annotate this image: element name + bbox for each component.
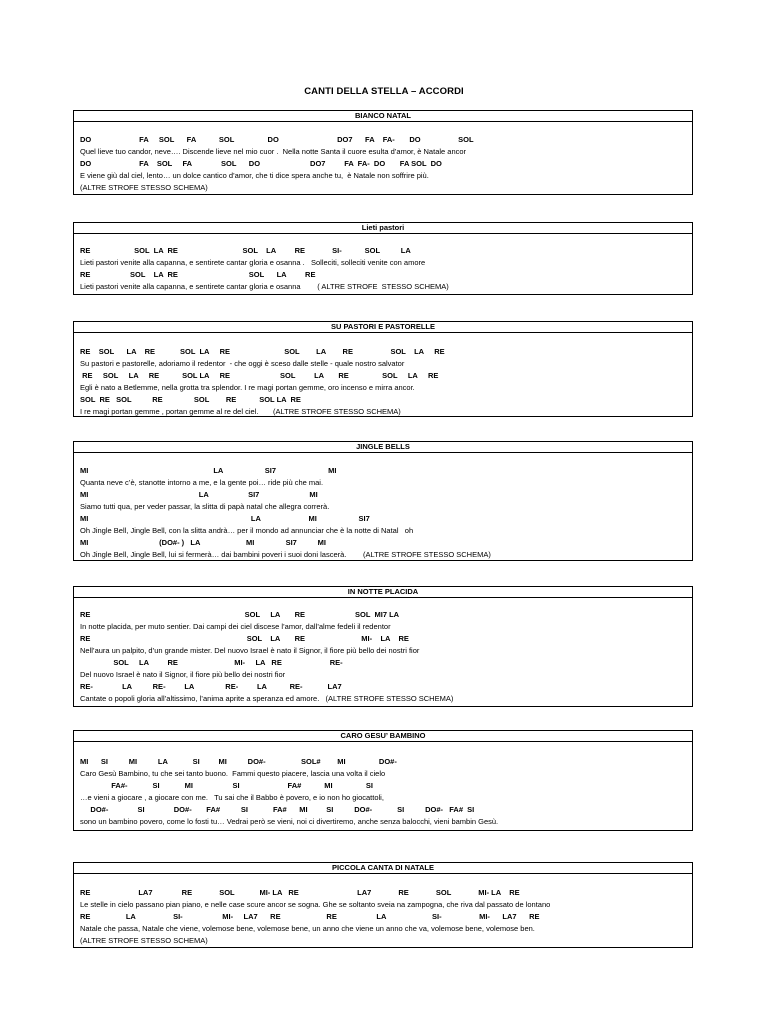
chord-line: MI LA SI7 MI — [80, 490, 318, 499]
song-title: SU PASTORI E PASTORELLE — [74, 322, 692, 333]
chord-line: RE SOL LA RE MI- LA RE — [80, 634, 409, 643]
chord-line: RE SOL LA RE SOL MI7 LA — [80, 610, 400, 619]
song-box-caro-gesu-bambino — [73, 730, 693, 831]
lyric-line: In notte placida, per muto sentier. Dai campi dei ciel discese l’amor, dall’alme fedeli il redentor — [80, 622, 391, 631]
chord-line: DO#- SI DO#- FA# SI FA# MI SI DO#- SI DO#- FA# SI — [80, 805, 475, 814]
lyric-line: Siamo tutti qua, per veder passar, la slitta di papà natal che allegra correrà. — [80, 502, 330, 511]
chord-line: RE SOL LA RE SOL LA RE — [80, 270, 316, 279]
song-title: PICCOLA CANTA DI NATALE — [74, 863, 692, 874]
song-title: CARO GESU’ BAMBINO — [74, 731, 692, 742]
chord-line: MI LA MI SI7 — [80, 514, 370, 523]
chord-line: RE SOL LA RE SOL LA RE SOL LA RE SOL LA RE — [80, 371, 439, 380]
chord-line: RE SOL LA RE SOL LA RE SI- SOL LA — [80, 246, 411, 255]
song-title: IN NOTTE PLACIDA — [74, 587, 692, 598]
lyric-line: Su pastori e pastorelle, adoriamo il redentor - che oggi è sceso dalle stelle - quale nostro salvator — [80, 359, 405, 368]
song-box-jingle-bells — [73, 441, 693, 561]
song-box-bianco-natal — [73, 110, 693, 195]
lyric-line: Oh Jingle Bell, Jingle Bell, con la slitta andrà… per il mondo ad annunciar che è la notte di Natal oh — [80, 526, 414, 535]
chord-line: RE- LA RE- LA RE- LA RE- LA7 — [80, 682, 342, 691]
song-box-lieti-pastori — [73, 222, 693, 295]
song-box-in-notte-placida — [73, 586, 693, 707]
song-title: JINGLE BELLS — [74, 442, 692, 453]
chord-line: RE LA7 RE SOL MI- LA RE LA7 RE SOL MI- LA RE — [80, 888, 520, 897]
chord-line: MI (DO#- ) LA MI SI7 MI — [80, 538, 327, 547]
lyric-line: Oh Jingle Bell, Jingle Bell, lui si fermerà… dai bambini poveri i suoi doni lascerà. (ALTRE STROFE STESSO SCHEMA) — [80, 550, 491, 559]
lyric-line: Caro Gesù Bambino, tu che sei tanto buono. Fammi questo piacere, lascia una volta il cielo — [80, 769, 386, 778]
lyric-line: Natale che passa, Natale che viene, volemose bene, volemose bene, un anno che viene un anno che va, volemose bene, volemose ben. — [80, 924, 535, 933]
lyric-line: Quanta neve c’è, stanotte intorno a me, e la gente poi… ride più che mai. — [80, 478, 324, 487]
lyric-line: Cantate o popoli gloria all’altissimo, l’anima aprite a speranza ed amore. (ALTRE STROFE STESSO SCHEMA) — [80, 694, 454, 703]
chord-line: DO FA SOL FA SOL DO DO7 FA FA- DO SOL — [80, 135, 474, 144]
document-title: CANTI DELLA STELLA – ACCORDI — [304, 86, 464, 97]
chord-line: DO FA SOL FA SOL DO DO7 FA FA- DO FA SOL DO — [80, 159, 442, 168]
song-box-su-pastori — [73, 321, 693, 417]
lyric-line: Le stelle in cielo passano pian piano, e nelle case scure ancor se sogna. Ghe se soltanto sveia na zampogna, che riva dal passato de lontano — [80, 900, 551, 909]
lyric-line: I re magi portan gemme , portan gemme al re del ciel. (ALTRE STROFE STESSO SCHEMA) — [80, 407, 401, 416]
chord-line: RE SOL LA RE SOL LA RE SOL LA RE SOL LA RE — [80, 347, 445, 356]
lyric-line: E viene giù dal ciel, lento… un dolce cantico d’amor, che ti dice spera anche tu, è Natale non soffrire più. — [80, 171, 429, 180]
chord-line: MI SI MI LA SI MI DO#- SOL# MI DO#- — [80, 757, 397, 766]
chord-line: RE LA SI- MI- LA7 RE RE LA SI- MI- LA7 RE — [80, 912, 540, 921]
song-title: Lieti pastori — [74, 223, 692, 234]
lyric-line: Nell’aura un palpito, d’un grande mister. Del nuovo Israel è nato il Signor, il fiore più bello dei nostri fior — [80, 646, 420, 655]
lyric-line: Quel lieve tuo candor, neve…. Discende lieve nel mio cuor . Nella notte Santa il cuore esulta d’amor, è Natale ancor — [80, 147, 467, 156]
lyric-line: (ALTRE STROFE STESSO SCHEMA) — [80, 183, 208, 192]
chord-line: MI LA SI7 MI — [80, 466, 337, 475]
lyric-line: (ALTRE STROFE STESSO SCHEMA) — [80, 936, 208, 945]
lyric-line: sono un bambino povero, come lo fosti tu… Vedrai però se vieni, noi ci divertiremo, anche senza balocchi, vieni bambin Gesù. — [80, 817, 499, 826]
lyric-line: Del nuovo Israel è nato il Signor, il fiore più bello dei nostri fior — [80, 670, 286, 679]
lyric-line: Lieti pastori venite alla capanna, e sentirete cantar gloria e osanna ( ALTRE STROFE STESSO SCHEMA) — [80, 282, 449, 291]
song-title: BIANCO NATAL — [74, 111, 692, 122]
chord-line: SOL LA RE MI- LA RE RE- — [80, 658, 343, 667]
chord-line: SOL RE SOL RE SOL RE SOL LA RE — [80, 395, 301, 404]
song-box-piccola-canta — [73, 862, 693, 948]
lyric-line: Lieti pastori venite alla capanna, e sentirete cantar gloria e osanna . Solleciti, solleciti venite con amore — [80, 258, 426, 267]
lyric-line: …e vieni a giocare , a giocare con me. Tu sai che il Babbo è povero, e io non ho giocattoli, — [80, 793, 384, 802]
lyric-line: Egli è nato a Betlemme, nella grotta tra splendor. I re magi portan gemme, oro incenso e mirra ancor. — [80, 383, 415, 392]
chord-line: FA#- SI MI SI FA# MI SI — [80, 781, 373, 790]
